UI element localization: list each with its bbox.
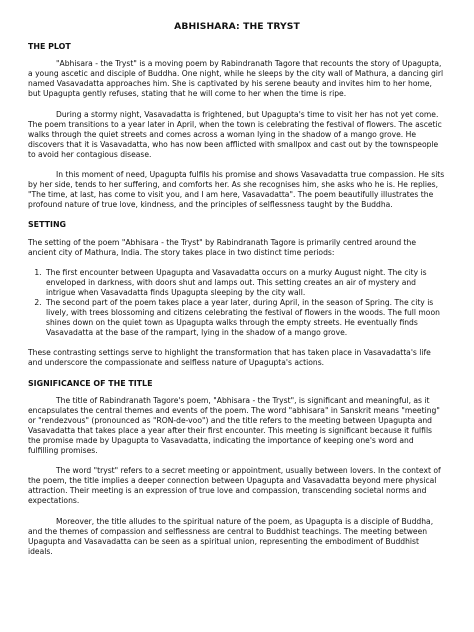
setting-list — [28, 268, 446, 339]
document-title: ABHISHARA: THE TRYST — [174, 21, 300, 32]
heading-setting: SETTING — [28, 220, 67, 230]
plot-paragraph-3: In this moment of need, Upagupta fulfils his promise and shows Vasavadatta true compassion. He sits by her side, tends to her suffering, and comforts her. As she recognises him, she asks who he is. He replies, "The time, at last, has come to visit you, and I am here, Vasavadatta". The poem beautifully illustrates the profound nature of true love, kindness, and the principles of selflessness taught by the Buddha. — [28, 170, 445, 210]
plot-paragraph-2: During a stormy night, Vasavadatta is frightened, but Upagupta's time to visit her has not yet come. The poem transitions to a year later in April, when the town is celebrating the festival of flowers. The ascetic walks through the quiet streets and comes across a woman lying in the shadow of a mango grove. He discovers that it is Vasavadatta, who has now been afflicted with smallpox and cast out by the townspeople to avoid her contagious disease. — [28, 109, 442, 159]
list-item: 1. The first encounter between Upagupta and Vasavadatta occurs on a murky August night. The city is enveloped in darkness, with doors shut and lamps out. This setting creates an air of mystery and intrigue when Vasavadatta finds Upagupta sleeping by the city wall. — [44, 268, 446, 298]
heading-significance: SIGNIFICANCE OF THE TITLE — [28, 378, 153, 388]
list-item: 2. The second part of the poem takes place a year later, during April, in the season of Spring. The city is lively, with trees blossoming and citizens celebrating the festival of flowers in the woods. The full moon shines down on the quiet town as Upagupta walks through the empty streets. He eventually finds Vasavadatta at the base of the rampart, lying in the shadow of a mango grove. — [44, 298, 446, 338]
significance-paragraph-3: Moreover, the title alludes to the spiritual nature of the poem, as Upagupta is a disciple of Buddha, and the themes of compassion and selflessness are central to Buddhist teachings. The meeting between Upagupta and Vasavadatta can be seen as a spiritual union, representing the embodiment of Buddhist ideals. — [28, 516, 434, 556]
plot-paragraph-1: "Abhisara - the Tryst" is a moving poem by Rabindranath Tagore that recounts the story of Upagupta, a young ascetic and disciple of Buddha. One night, while he sleeps by the city wall of Mathura, a dancing girl named Vasavadatta approaches him. She is captivated by his serene beauty and invites him to her home, but Upagupta gently refuses, stating that he will come to her when the time is ripe. — [28, 59, 444, 99]
significance-paragraph-2: The word "tryst" refers to a secret meeting or appointment, usually between lovers. In the context of the poem, the title implies a deeper connection between Upagupta and Vasavadatta beyond mere physical attraction. Their meeting is an expression of true love and compassion, transcending societal norms and expectations. — [28, 466, 441, 506]
setting-paragraph-1: The setting of the poem "Abhisara - the Tryst" by Rabindranath Tagore is primarily centred around the ancient city of Mathura, India. The story takes place in two distinct time periods: — [28, 237, 417, 257]
heading-plot: THE PLOT — [28, 42, 71, 52]
significance-paragraph-1: The title of Rabindranath Tagore's poem, "Abhisara - the Tryst", is significant and meaningful, as it encapsulates the central themes and events of the poem. The word "abhisara" in Sanskrit means "meeting" or "rendezvous" (pronounced as "RON-de-voo") and the title refers to the meeting between Upagupta and Vasavadatta that takes place a year after their first encounter. This meeting is significant because it fulfils the promise made by Upagupta to Vasavadatta, indicating the importance of keeping one's word and fulfilling promises. — [28, 395, 440, 456]
setting-paragraph-2: These contrasting settings serve to highlight the transformation that has taken place in Vasavadatta's life and underscore the compassionate and selfless nature of Upagupta's actions. — [28, 348, 431, 368]
